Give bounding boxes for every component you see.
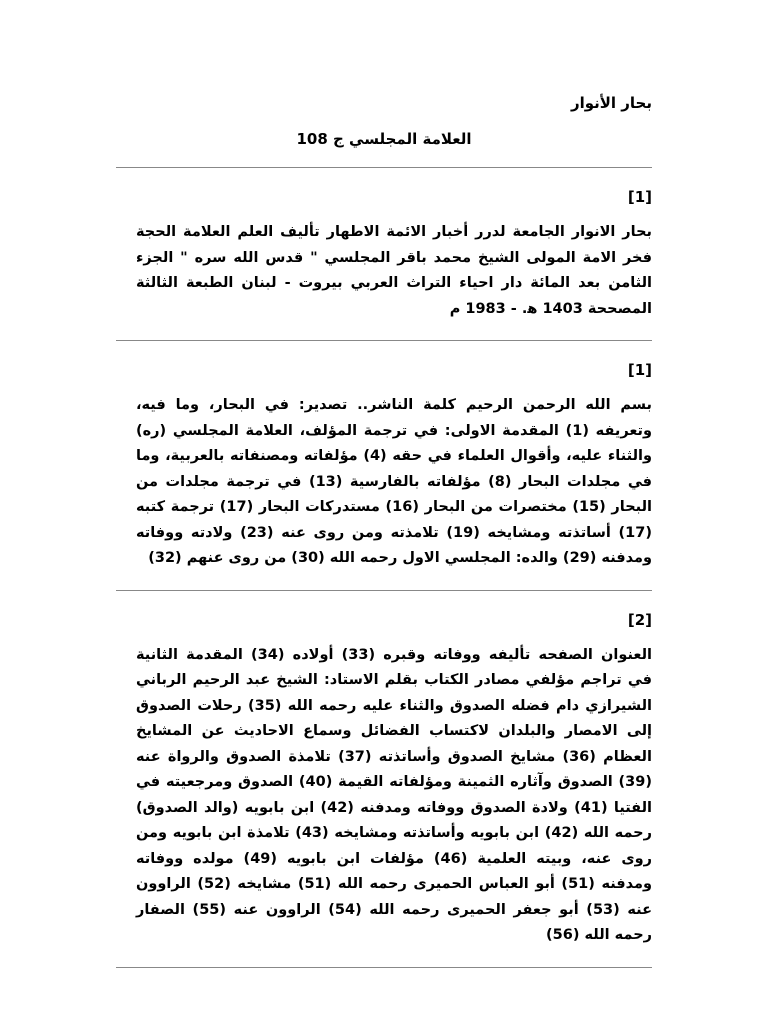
section-number: [1] (627, 188, 652, 206)
section-text: العنوان الصفحه تأليفه ووفاته وقبره (33) أولاده (34) المقدمة الثانية في تراجم مؤلفي مصادر الكتاب بقلم الاستاد: الشيخ عبد الرحيم الرباني الشيرازي دام فضله الصدوق والثناء عليه رحمه الله (35) رحلات الصدوق إلى الامصار والبلدان لاكتساب الفضائل وسماع الاحاديث عن المشايخ العظام (36) مشايخ الصدوق وأساتذته (37) تلامذة الصدوق والرواة عنه (39) الصدوق وآثاره الثمينة ومؤلفاته القيمة (40) الصدوق ومرجعيته في الفتيا (41) ولادة الصدوق ووفاته ومدفنه (42) ابن بابويه (والد الصدوق) رحمه الله (42) ابن بابويه وأساتذته ومشايخه (43) تلامذة ابن بابويه ومن روى عنه، وبيته العلمية (46) مؤلفات ابن بابويه (49) مولده ووفاته ومدفنه (51) أبو العباس الحميرى رحمه الله (51) مشايخه (52) الراوون عنه (53) أبو جعفر الحميرى رحمه الله (54) الراوون عنه (55) الصفار رحمه الله (56) (136, 646, 653, 943)
divider (116, 967, 652, 968)
section-3 (116, 591, 652, 967)
document-page (116, 92, 652, 968)
section-text: بحار الانوار الجامعة لدرر أخبار الائمة الاطهار تأليف العلم العلامة الحجة فخر الامة المولى الشيخ محمد باقر المجلسي " قدس الله سره " الجزء الثامن بعد المائة دار احياء التراث العربي بيروت - لبنان الطبعة الثالثة المصححة 1403 ه‍. - 1983 م (136, 224, 652, 317)
book-title: بحار الأنوار (570, 94, 652, 112)
section-number: [1] (627, 361, 652, 379)
book-subtitle: العلامة المجلسي ج 108 (296, 130, 472, 148)
section-number: [2] (627, 610, 652, 629)
section-1 (116, 168, 652, 340)
section-text: بسم الله الرحمن الرحيم كلمة الناشر.. تصدير: في البحار، وما فيه، وتعريفه (1) المقدمة الاولى: في ترجمة المؤلف، العلامة المجلسي (ره) والثناء عليه، وأقوال العلماء في حقه (4) مؤلفاته ومصنفاته بالعربية، وما في مجلدات البحار (8) مؤلفاته بالفارسية (13) في ترجمة مجلدات من البحار (15) مختصرات من البحار (16) مستدركات البحار (17) ترجمة كتبه (17) أساتذته ومشايخه (19) تلامذته ومن روى عنه (23) ولادته ووفاته ومدفنه (29) والده: المجلسي الاول رحمه الله (30) من روى عنهم (32) (136, 397, 653, 566)
section-2 (116, 341, 652, 590)
